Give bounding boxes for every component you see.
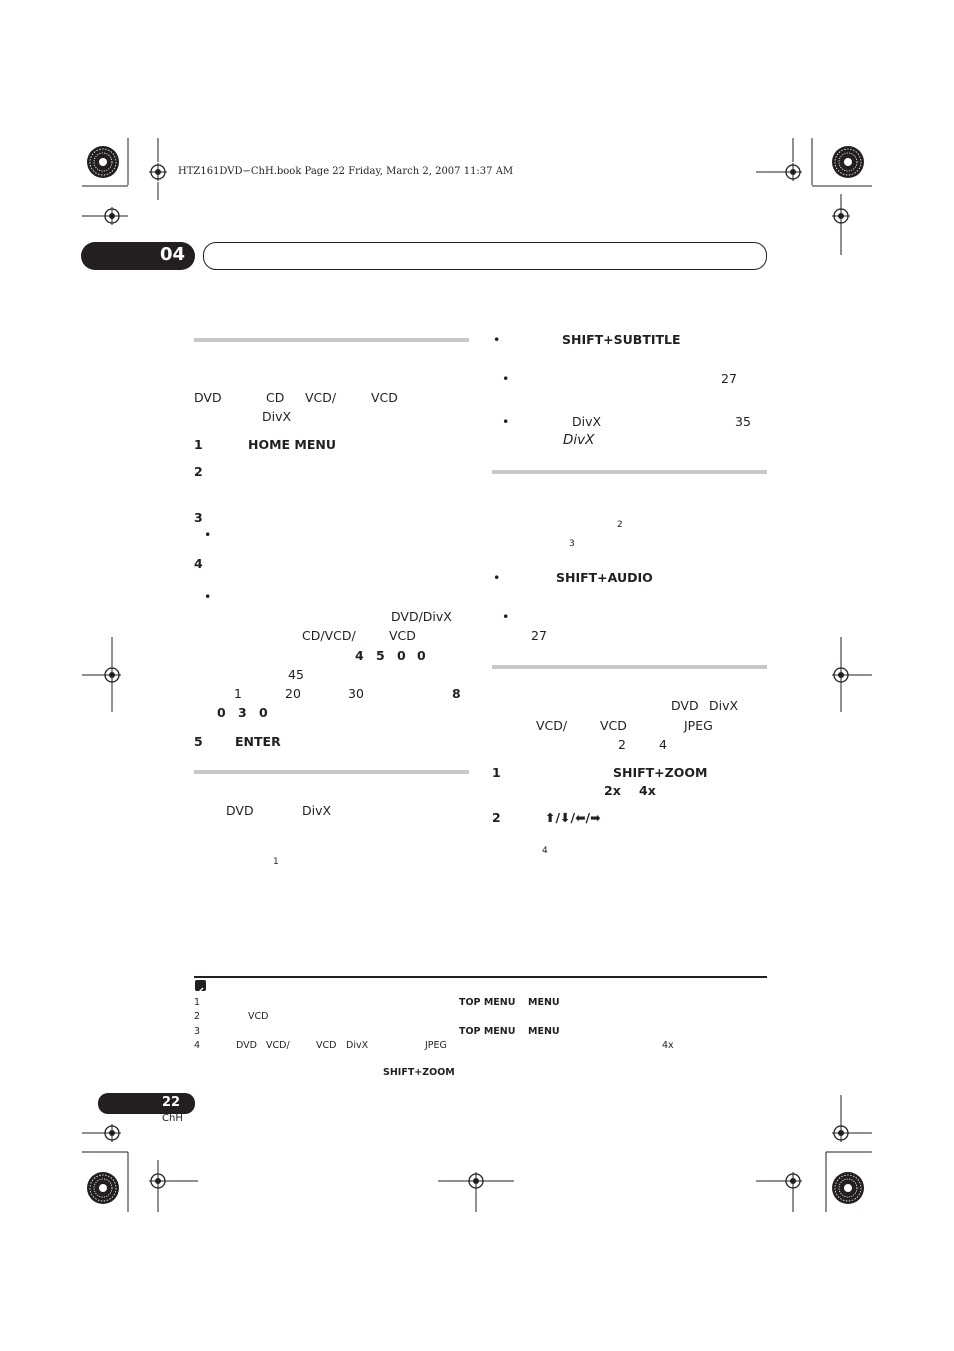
zoom-level: 2 [618,737,626,752]
shift-zoom-key: SHIFT+ZOOM [613,765,708,780]
note-number: 2 [194,1011,201,1022]
format-dvd-divx: DVD/DivX [391,609,452,624]
zoom-4x: 4x [662,1040,674,1051]
digit: 0 [259,705,268,720]
bullet: • [493,332,501,347]
step-number: 1 [194,437,203,452]
format-jpeg: JPEG [684,718,713,733]
format-vcd: VCD [389,628,416,643]
bullet: • [204,527,212,542]
bullet: • [502,609,510,624]
digit: 0 [217,705,226,720]
step-number: 4 [194,556,203,571]
digit: 4 [355,648,364,663]
number: 45 [288,667,304,682]
format-divx: DivX [709,698,739,713]
section-rule [194,770,469,774]
step-number: 1 [492,765,501,780]
format-divx: DivX [302,803,332,818]
format-divx: DivX [572,414,602,429]
format-dvd: DVD [236,1040,257,1051]
zoom-level: 4 [659,737,667,752]
digit: 8 [452,686,461,701]
format-divx: DivX [262,409,292,424]
shift-zoom-key: SHIFT+ZOOM [383,1067,455,1078]
step-number: 2 [492,810,501,825]
page-ref: 27 [721,371,737,386]
number: 30 [348,686,364,701]
language-code: ChH [162,1113,183,1124]
section-rule [492,665,767,669]
bullet: • [493,570,501,585]
shift-audio-key: SHIFT+AUDIO [556,570,653,585]
format-dvd: DVD [671,698,699,713]
bullet: • [204,589,212,604]
notes-rule [194,976,767,978]
format-vcd: VCD [316,1040,337,1051]
format-vcd-slash: VCD/ [305,390,337,405]
footnote-ref: 1 [273,857,279,867]
top-menu-key: TOP MENU [459,1026,516,1037]
divx-heading: DivX [563,432,595,448]
digit: 3 [238,705,247,720]
enter-key: ENTER [235,734,281,749]
section-rule [194,338,469,342]
note-number: 1 [194,997,201,1008]
digit: 5 [376,648,385,663]
print-header: HTZ161DVD−ChH.book Page 22 Friday, March 2, 2007 11:37 AM [178,166,514,177]
format-dvd: DVD [226,803,254,818]
top-menu-key: TOP MENU [459,997,516,1008]
step-number: 5 [194,734,203,749]
digit: 0 [417,648,426,663]
format-vcd-slash: VCD/ [536,718,568,733]
page-ref: 27 [531,628,547,643]
home-menu-key: HOME MENU [248,437,337,452]
menu-key: MENU [528,997,560,1008]
arrow-keys-icon: ⬆/⬇/⬅/➡ [545,810,601,825]
zoom-4x: 4x [639,783,656,798]
page-number-tab [98,1093,195,1114]
chapter-number: 04 [160,244,186,265]
format-vcd: VCD [600,718,627,733]
zoom-2x: 2x [604,783,621,798]
bullet: • [502,371,510,386]
number: 1 [234,686,242,701]
step-number: 3 [194,510,203,525]
number: 20 [285,686,301,701]
format-cd-vcd: CD/VCD/ [302,628,356,643]
shift-subtitle-key: SHIFT+SUBTITLE [562,332,681,347]
digit: 0 [397,648,406,663]
format-cd: CD [266,390,285,405]
menu-key: MENU [528,1026,560,1037]
page-ref: 35 [735,414,751,429]
bullet: • [502,414,510,429]
chapter-title-box [203,242,767,270]
footnote-ref: 2 [617,520,623,530]
format-vcd-slash: VCD/ [266,1040,290,1051]
format-vcd: VCD [371,390,398,405]
section-rule [492,470,767,474]
step-number: 2 [194,464,203,479]
note-number: 3 [194,1026,201,1037]
format-dvd: DVD [194,390,222,405]
note-number: 4 [194,1040,201,1051]
format-vcd: VCD [248,1011,269,1022]
footnote-ref: 3 [569,539,575,549]
note-pencil-icon [195,980,206,991]
footnote-ref: 4 [542,846,548,856]
format-jpeg: JPEG [425,1040,447,1051]
format-divx: DivX [346,1040,369,1051]
page-number: 22 [162,1095,181,1110]
